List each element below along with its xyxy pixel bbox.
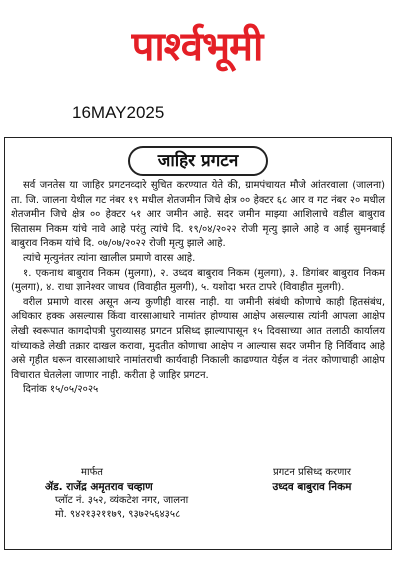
signatory-publisher (247, 466, 377, 522)
notice-paragraph-heirs-intro: त्यांचे मृत्युनंतर त्यांना खालील प्रमाणे वारस आहे. (23, 252, 196, 264)
signatory-advocate (45, 466, 245, 522)
signatory-advocate-label: मार्फत (81, 467, 103, 478)
notice-date: दिनांक १५/०५/२०२५ (23, 384, 99, 396)
notice-paragraph-objection: वरील प्रमाणे वारस असून अन्य कुणीही वारस नाही. या जमीनी संबंधी कोणाचे काही हितसंबंध, अधिकार हक्क असल्यास किंवा वारसाआधारे नामांतर होण्यास आक्षेप असल्यास त्यांनी आपला आक्षेप लेखी स्वरूपात कागदोपत्री पुराव्यासह प्रगटन प्रसिध्द झाल्यापासून १५ दिवसाच्या आत तलाठी कार्यालय यांच्याकडे लेखी तक्रार दाखल करावा, मुदतीत कोणाचा आक्षेप न आल्यास सदर जमीन हि निर्विवाद आहे असे गृहीत धरून वारसाआधारे नामांतराची कार्यवाही निकाली काढण्यात येईल व नंतर कोणाचाही आक्षेप विचारात घेतलेला जाणार नाही. करीता हे जाहिर प्रगटन. (11, 296, 385, 381)
public-notice-box (4, 137, 392, 550)
signatory-advocate-name: ॲड. राजेंद्र अमृतराव चव्हाण (45, 481, 153, 493)
signature-row (5, 466, 391, 522)
signatory-advocate-phone: मो. ९४२१३२११७९, ९३७२५६४३५८ (55, 509, 181, 520)
notice-paragraph-land: सर्व जनतेस या जाहिर प्रगटनव्दारे सुचित करण्यात येते की, ग्रामपंचायत मौजे आंतरवाला (जालना) ता. जि. जालना येथील गट नंबर १९ मधील शेतजमीन जिचे क्षेत्र ०० हेक्टर ६८ आर व गट नंबर २० मधील शेतजमीन जिचे क्षेत्र ०० हेक्टर ५१ आर जमीन आहे. सदर जमीन माझ्या आशिलाचे वडील बाबुराव सितासम निकम यांचे नावे आहे परंतु त्यांचे दि. १९/०४/२०२२ रोजी मृत्यु झाले आहे व आई सुमनबाई बाबुराव निकम यांचे दि. ०७/०७/२०२२ रोजी मृत्यु झाले आहे. (11, 180, 385, 250)
masthead-title: पार्श्वभूमी (131, 24, 263, 70)
signatory-advocate-address: प्लॉट नं. ३५२, व्यंकटेश नगर, जालना (55, 495, 189, 506)
notice-title-wrap (5, 146, 391, 176)
notice-title: जाहिर प्रगटन (128, 146, 269, 176)
signatory-publisher-name: उध्दव बाबुराव निकम (272, 481, 352, 493)
notice-body (5, 176, 391, 398)
newspaper-masthead (52, 18, 342, 76)
notice-paragraph-heirs-list: १. एकनाथ बाबुराव निकम (मुलगा), २. उध्दव बाबुराव निकम (मुलगा), ३. डिगांबर बाबुराव निकम (मुलगा), ४. राधा ज्ञानेश्वर जाधव (विवाहीत मुलगी), ५. यशोदा भरत टापरे (विवाहीत मुलगी). (11, 267, 385, 294)
publication-date: 16MAY2025 (72, 103, 165, 122)
signatory-publisher-label: प्रगटन प्रसिध्द करणार (272, 467, 352, 478)
